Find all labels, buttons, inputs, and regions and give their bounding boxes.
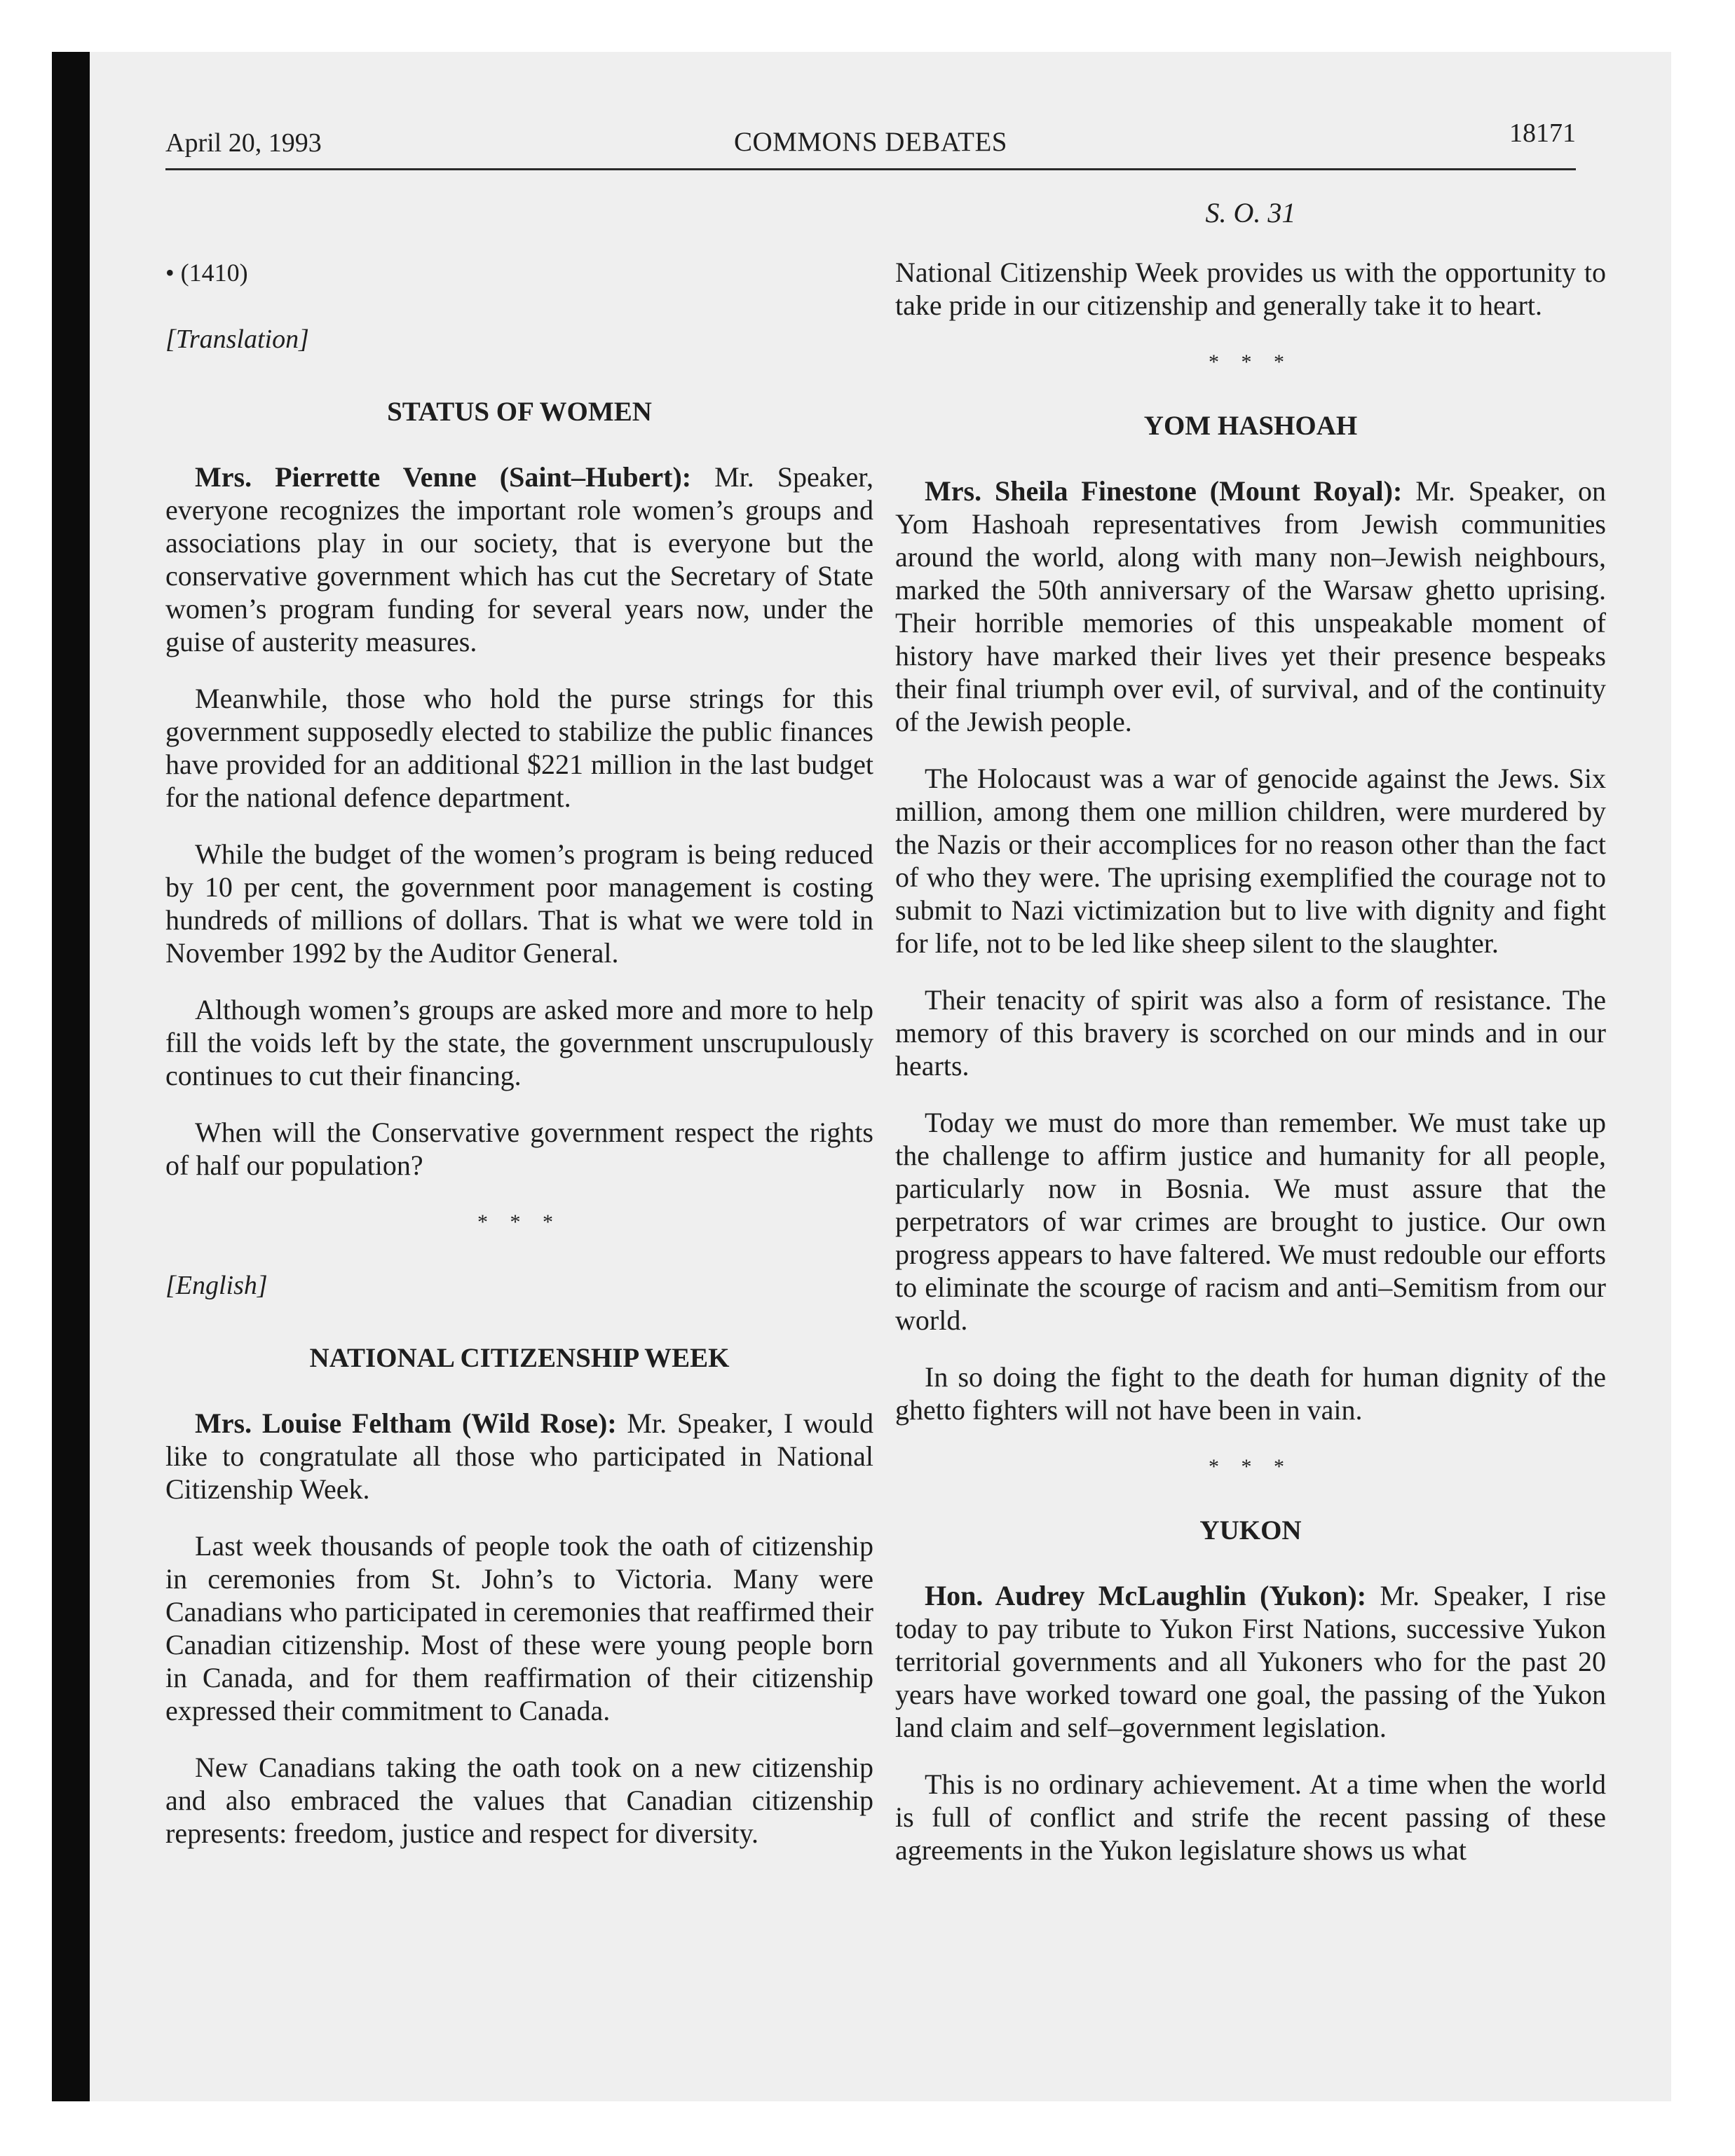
binding-edge — [52, 52, 90, 2101]
translation-note: [Translation] — [165, 325, 309, 354]
paragraph: Meanwhile, those who hold the purse strings for this government supposedly elected to stabilize the public finances have provided for an additional $221 million in the last budget for the national defence department. — [165, 683, 873, 813]
section-separator: * * * — [1209, 1455, 1293, 1478]
paragraph — [165, 1407, 873, 1506]
paragraph: When will the Conservative government respect the rights of half our population? — [165, 1117, 873, 1181]
speaker-name: Mrs. Louise Feltham (Wild Rose): — [195, 1407, 617, 1439]
left-column — [165, 184, 873, 1874]
section-separator: * * * — [1209, 350, 1293, 374]
header-date: April 20, 1993 — [165, 128, 322, 158]
heading-national-citizenship-week: NATIONAL CITIZENSHIP WEEK — [309, 1343, 730, 1373]
paragraph: In so doing the fight to the death for human dignity of the ghetto fighters will not have been in vain. — [895, 1361, 1606, 1426]
header-title: COMMONS DEBATES — [734, 127, 1007, 157]
paragraph-text: Mr. Speaker, I would like to congratulate all those who participated in National Citizenship Week. — [165, 1407, 873, 1505]
paragraph: Their tenacity of spirit was also a form of resistance. The memory of this bravery is scorched on our minds and in our hearts. — [895, 984, 1606, 1082]
paragraph — [895, 1579, 1606, 1744]
right-column — [895, 184, 1606, 1890]
speaker-name: Mrs. Sheila Finestone (Mount Royal): — [925, 475, 1403, 507]
heading-status-of-women: STATUS OF WOMEN — [387, 397, 652, 427]
paragraph: National Citizenship Week provides us with the opportunity to take pride in our citizenship and generally take it to heart. — [895, 257, 1606, 321]
speaker-name: Hon. Audrey McLaughlin (Yukon): — [925, 1580, 1367, 1611]
paragraph — [895, 475, 1606, 738]
paragraph: New Canadians taking the oath took on a new citizenship and also embraced the values that Canadian citizenship represents: freedom, justice and respect for diversity. — [165, 1752, 873, 1849]
standing-order-label: S. O. 31 — [1205, 197, 1296, 228]
paragraph: Last week thousands of people took the oath of citizenship in ceremonies from St. John’s to Victoria. Many were Canadians who participated in ceremonies that reaffirmed their Canadian citizenship. Most of these were young people born in Canada, and for them reaffirmation of their citizenship expressed their commitment to Canada. — [165, 1530, 873, 1726]
paragraph: Today we must do more than remember. We must take up the challenge to affirm justice and humanity for all people, particularly now in Bosnia. We must assure that the perpetrators of war crimes are brought to justice. Our own progress appears to have faltered. We must redouble our efforts to eliminate the scourge of racism and anti–Semitism from our world. — [895, 1107, 1606, 1336]
heading-yukon: YUKON — [1199, 1515, 1302, 1546]
paragraph-text: Mr. Speaker, on Yom Hashoah representatives from Jewish communities around the world, along with many non–Jewish neighbours, marked the 50th anniversary of the Warsaw ghetto uprising. Their horrible memories of this unspeakable moment of history have marked their lives yet their presence bespeaks their final triumph over evil, of survival, and of the continuity of the Jewish people. — [895, 475, 1607, 737]
speaker-name: Mrs. Pierrette Venne (Saint–Hubert): — [195, 461, 692, 493]
paragraph-text: Mr. Speaker, I rise today to pay tribute to Yukon First Nations, successive Yukon territorial governments and all Yukoners who for the past 20 years have worked toward one goal, the passing of the Yukon land claim and self–government legislation. — [895, 1580, 1607, 1743]
time-marker: • (1410) — [165, 259, 248, 287]
paragraph: Although women’s groups are asked more and more to help fill the voids left by the state, the government unscrupulously continues to cut their financing. — [165, 994, 873, 1091]
heading-yom-hashoah: YOM HASHOAH — [1143, 411, 1358, 441]
page-header — [165, 118, 1576, 170]
section-separator: * * * — [477, 1210, 562, 1234]
paragraph: While the budget of the women’s program is being reduced by 10 per cent, the government poor management is costing hundreds of millions of dollars. That is what we were told in November 1992 by the Auditor General. — [165, 838, 873, 969]
english-note: [English] — [165, 1271, 268, 1300]
paragraph: This is no ordinary achievement. At a time when the world is full of conflict and strife the recent passing of these agreements in the Yukon legislature shows us what — [895, 1768, 1606, 1866]
paragraph: The Holocaust was a war of genocide against the Jews. Six million, among them one million children, were murdered by the Nazis or their accomplices for no reason other than the fact of who they were. The uprising exemplified the courage not to submit to Nazi victimization but to live with dignity and fight for life, not to be led like sheep silent to the slaughter. — [895, 763, 1606, 959]
page-number: 18171 — [1509, 118, 1576, 148]
paragraph-text: Mr. Speaker, everyone recognizes the important role women’s groups and associations play in our society, that is everyone but the conservative government which has cut the Secretary of State women’s program funding for several years now, under the guise of austerity measures. — [165, 461, 874, 657]
paragraph — [165, 460, 873, 658]
